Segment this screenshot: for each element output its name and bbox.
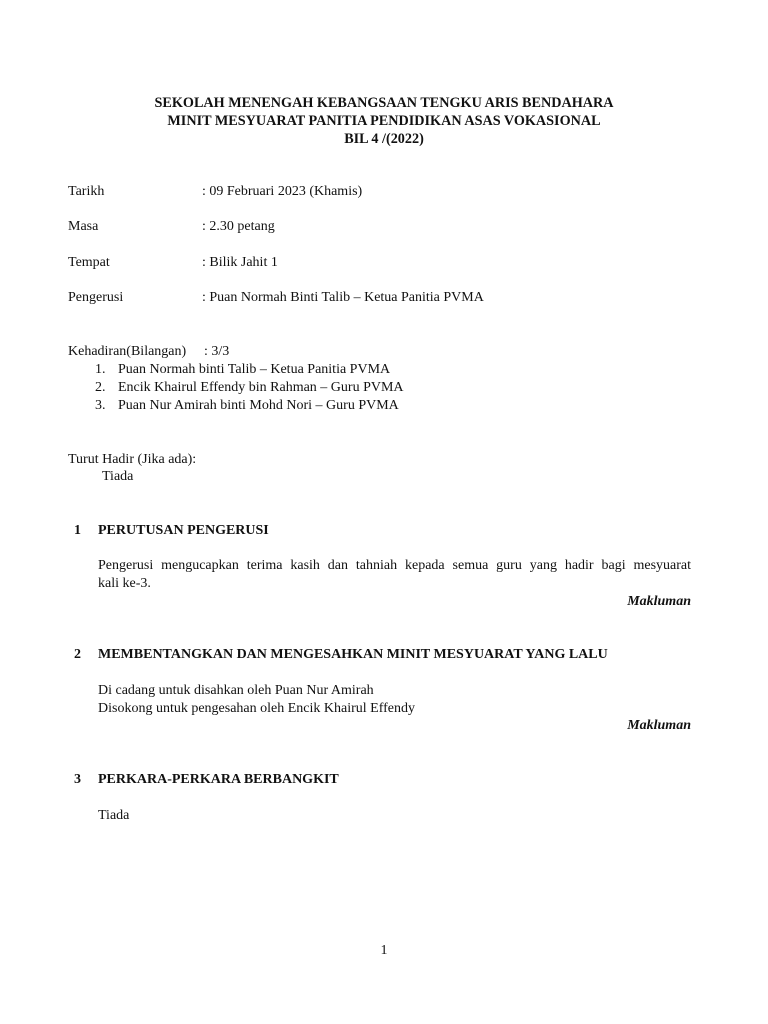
attendee-name: Puan Nur Amirah binti Mohd Nori – Guru PVMA xyxy=(118,398,399,413)
page-number: 1 xyxy=(380,943,388,958)
date-label: Tarikh xyxy=(68,184,105,199)
date-value: : 09 Februari 2023 (Khamis) xyxy=(202,184,363,199)
also-present-value: Tiada xyxy=(102,469,134,484)
section-title: PERUTUSAN PENGERUSI xyxy=(98,523,269,538)
section-title: PERKARA-PERKARA BERBANGKIT xyxy=(98,772,339,787)
attendee-number: 3. xyxy=(95,398,106,413)
also-present-label: Turut Hadir (Jika ada): xyxy=(68,452,197,467)
attendee-name: Puan Normah binti Talib – Ketua Panitia PVMA xyxy=(118,362,391,377)
attendance-value: : 3/3 xyxy=(204,344,230,359)
venue-label: Tempat xyxy=(68,255,110,270)
venue-value: : Bilik Jahit 1 xyxy=(202,255,278,270)
section-body-line: kali ke-3. xyxy=(98,576,151,591)
section-body-line: Pengerusi mengucapkan terima kasih dan tahniah kepada semua guru yang hadir bagi mesyuarat xyxy=(98,558,691,573)
time-value: : 2.30 petang xyxy=(202,219,275,234)
document-title: MINIT MESYUARAT PANITIA PENDIDIKAN ASAS VOKASIONAL xyxy=(167,113,601,129)
time-label: Masa xyxy=(68,219,99,234)
school-name: SEKOLAH MENENGAH KEBANGSAAN TENGKU ARIS BENDAHARA xyxy=(154,95,614,111)
section-number: 1 xyxy=(74,523,81,538)
attendee-name: Encik Khairul Effendy bin Rahman – Guru PVMA xyxy=(118,380,404,395)
attendee-number: 2. xyxy=(95,380,106,395)
section-number: 3 xyxy=(74,772,81,787)
section-body-line: Di cadang untuk disahkan oleh Puan Nur Amirah xyxy=(98,683,374,698)
section-title: MEMBENTANGKAN DAN MENGESAHKAN MINIT MESYUARAT YANG LALU xyxy=(98,647,608,662)
attendance-label: Kehadiran(Bilangan) xyxy=(68,344,187,359)
meeting-number: BIL 4 /(2022) xyxy=(344,131,424,147)
attendee-number: 1. xyxy=(95,362,106,377)
section-body-line: Disokong untuk pengesahan oleh Encik Khairul Effendy xyxy=(98,701,416,716)
section-body-line: Tiada xyxy=(98,808,130,823)
section-note: Makluman xyxy=(627,594,691,609)
section-note: Makluman xyxy=(627,718,691,733)
section-number: 2 xyxy=(74,647,81,662)
chair-label: Pengerusi xyxy=(68,290,124,305)
chair-value: : Puan Normah Binti Talib – Ketua Panitia PVMA xyxy=(202,290,484,305)
